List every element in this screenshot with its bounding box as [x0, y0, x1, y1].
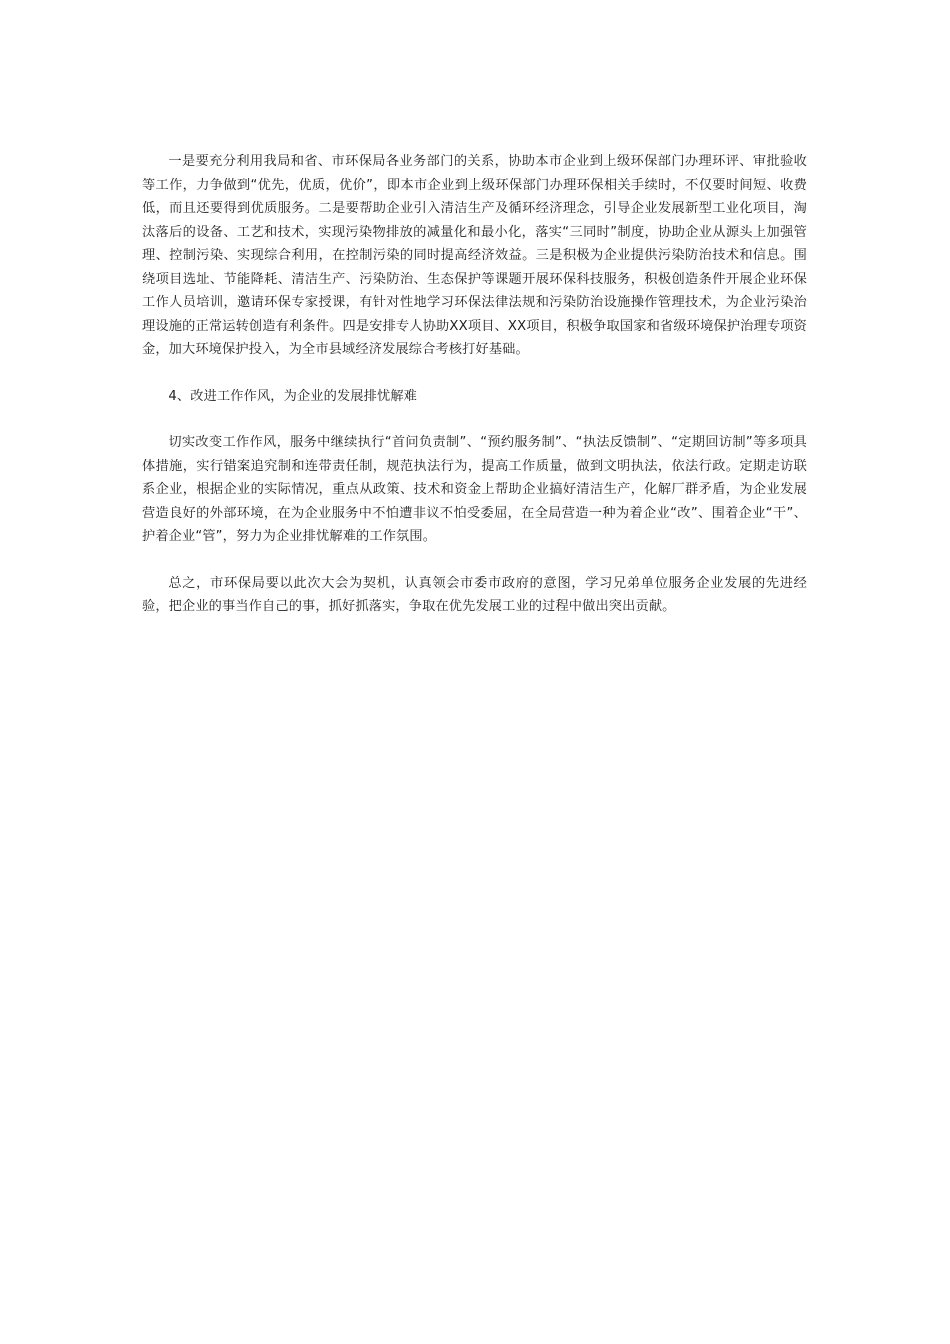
paragraph-assist-enterprises: 一是要充分利用我局和省、市环保局各业务部门的关系，协助本市企业到上级环保部门办理环评、审批验收等工作，力争做到“优先，优质，优价”，即本市企业到上级环保部门办理环保相关手续时，不仅要时间短、收费低，而且还要得到优质服务。二是要帮助企业引入清洁生产及循环经济理念，引导企业发展新型工业化项目，淘汰落后的设备、工艺和技术，实现污染物排放的减量化和最小化，落实“三同时”制度，协助企业从源头上加强管理、控制污染、实现综合利用，在控制污染的同时提高经济效益。三是积极为企业提供污染防治技术和信息。围绕项目选址、节能降耗、清洁生产、污染防治、生态保护等课题开展环保科技服务，积极创造条件开展企业环保工作人员培训，邀请环保专家授课，有针对性地学习环保法律法规和污染防治设施操作管理技术，为企业污染治理设施的正常运转创造有利条件。四是安排专人协助XX项目、XX项目，积极争取国家和省级环境保护治理专项资金，加大环境保护投入，为全市县域经济发展综合考核打好基础。 — [142, 154, 807, 357]
document-body — [142, 150, 807, 619]
paragraph-work-style: 切实改变工作作风，服务中继续执行“首问负责制”、“预约服务制”、“执法反馈制”、“定期回访制”等多项具体措施，实行错案追究制和连带责任制，规范执法行为，提高工作质量，做到文明执法，依法行政。定期走访联系企业，根据企业的实际情况，重点从政策、技术和资金上帮助企业搞好清洁生产，化解厂群矛盾，为企业发展营造良好的外部环境，在为企业服务中不怕遭非议不怕受委屈，在全局营造一种为着企业“改”、围着企业“干”、护着企业“管”，努力为企业排忧解难的工作氛围。 — [142, 435, 807, 544]
section-heading-4: 4、改进工作作风，为企业的发展排忧解难 — [168, 388, 418, 404]
paragraph-conclusion: 总之，市环保局要以此次大会为契机，认真领会市委市政府的意图，学习兄弟单位服务企业发展的先进经验，把企业的事当作自己的事，抓好抓落实，争取在优先发展工业的过程中做出突出贡献。 — [142, 575, 807, 614]
